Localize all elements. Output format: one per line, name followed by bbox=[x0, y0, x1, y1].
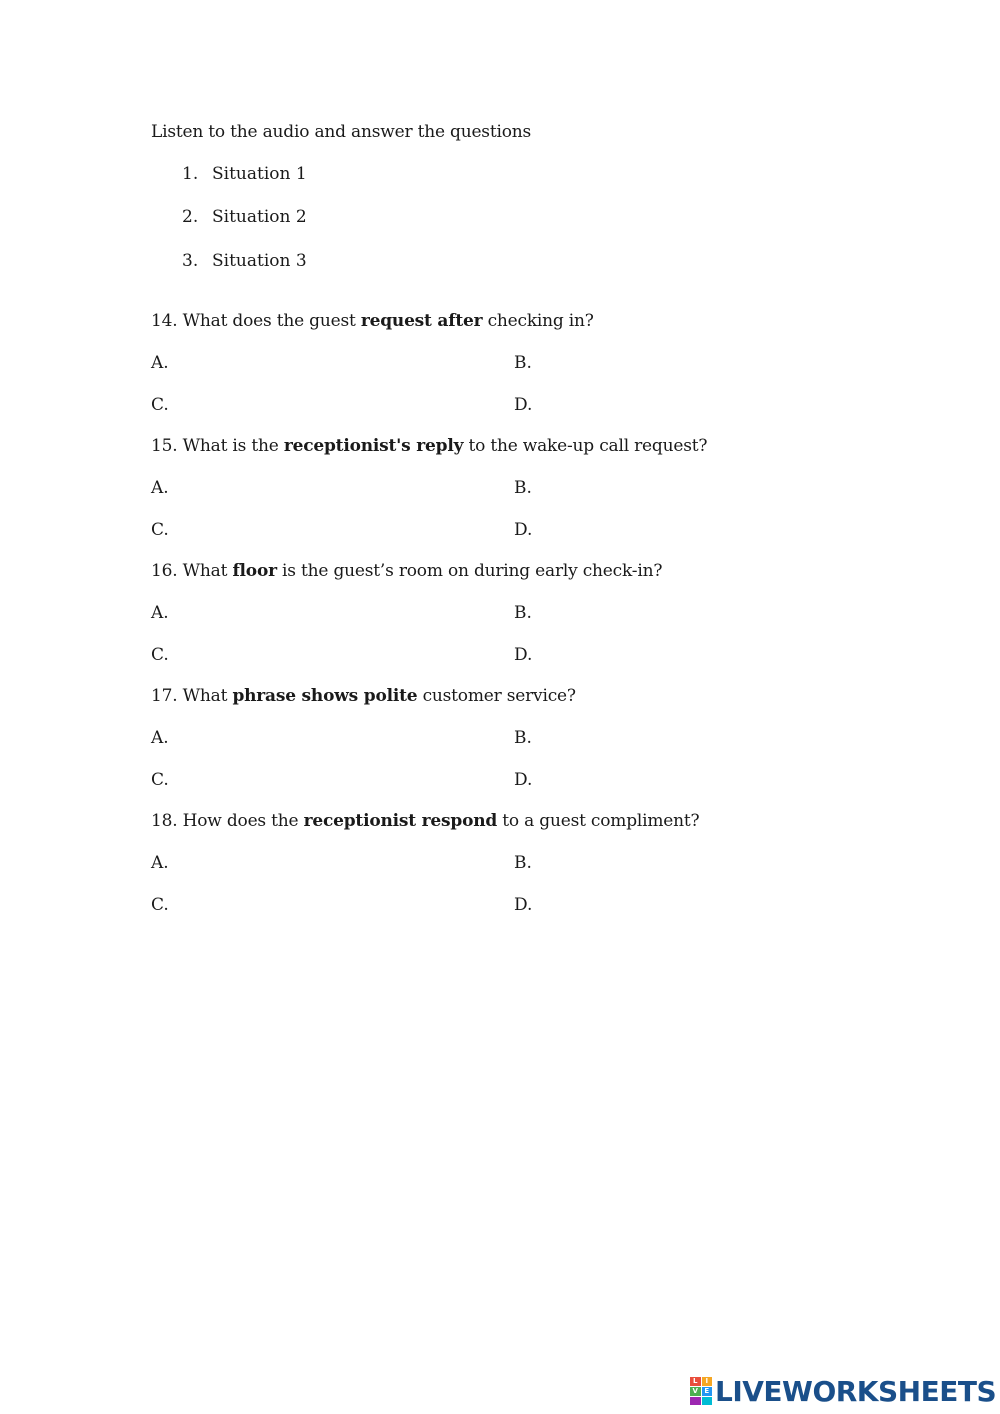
option-b-blank[interactable]: B. bbox=[514, 603, 532, 623]
question-number: 18. bbox=[151, 811, 178, 831]
option-b-blank[interactable]: B. bbox=[514, 728, 532, 748]
question-text bbox=[151, 810, 699, 832]
question-keyword: request after bbox=[360, 311, 483, 331]
question-number: 14. bbox=[151, 311, 178, 331]
option-d-blank[interactable]: D. bbox=[514, 895, 533, 915]
situation-label: Situation 3 bbox=[212, 251, 307, 271]
question-post: to a guest compliment? bbox=[497, 811, 700, 831]
option-d-blank[interactable]: D. bbox=[514, 520, 533, 540]
option-c-blank[interactable]: C. bbox=[151, 770, 169, 790]
option-b-blank[interactable]: B. bbox=[514, 353, 532, 373]
question-post: checking in? bbox=[482, 311, 594, 331]
option-c-blank[interactable]: C. bbox=[151, 395, 169, 415]
question-text bbox=[151, 310, 594, 332]
question-number: 15. bbox=[151, 436, 178, 456]
logo-mark-icon bbox=[690, 1377, 712, 1405]
logo-mark-tile bbox=[702, 1397, 713, 1405]
situation-label: Situation 1 bbox=[212, 164, 307, 184]
question-number: 17. bbox=[151, 686, 178, 706]
logo-mark-tile: I bbox=[702, 1377, 713, 1386]
logo-text: LIVEWORKSHEETS bbox=[715, 1374, 997, 1408]
option-b-blank[interactable]: B. bbox=[514, 478, 532, 498]
logo-mark-tile bbox=[690, 1397, 701, 1405]
option-d-blank[interactable]: D. bbox=[514, 395, 533, 415]
question-post: customer service? bbox=[417, 686, 576, 706]
question-keyword: phrase shows polite bbox=[232, 686, 418, 706]
option-a-blank[interactable]: A. bbox=[151, 853, 169, 873]
question-text bbox=[151, 685, 576, 707]
logo-mark-tile: E bbox=[702, 1387, 713, 1396]
option-a-blank[interactable]: A. bbox=[151, 478, 169, 498]
logo-mark-tile: L bbox=[690, 1377, 701, 1386]
question-number: 16. bbox=[151, 561, 178, 581]
option-a-blank[interactable]: A. bbox=[151, 728, 169, 748]
liveworksheets-logo bbox=[690, 1374, 996, 1408]
question-text bbox=[151, 560, 662, 582]
question-pre: How does the bbox=[177, 811, 304, 831]
question-pre: What is the bbox=[177, 436, 284, 456]
question-post: is the guest’s room on during early check-in? bbox=[276, 561, 663, 581]
question-post: to the wake-up call request? bbox=[463, 436, 708, 456]
situation-number: 2. bbox=[182, 207, 199, 227]
question-keyword: receptionist's reply bbox=[283, 436, 464, 456]
question-pre: What bbox=[177, 561, 233, 581]
question-pre: What does the guest bbox=[177, 311, 361, 331]
option-b-blank[interactable]: B. bbox=[514, 853, 532, 873]
option-a-blank[interactable]: A. bbox=[151, 603, 169, 623]
instruction-text: Listen to the audio and answer the questions bbox=[151, 122, 532, 142]
situation-number: 1. bbox=[182, 164, 199, 184]
situation-label: Situation 2 bbox=[212, 207, 307, 227]
option-d-blank[interactable]: D. bbox=[514, 645, 533, 665]
question-keyword: receptionist respond bbox=[303, 811, 498, 831]
option-d-blank[interactable]: D. bbox=[514, 770, 533, 790]
question-keyword: floor bbox=[232, 561, 277, 581]
option-c-blank[interactable]: C. bbox=[151, 895, 169, 915]
question-pre: What bbox=[177, 686, 233, 706]
option-c-blank[interactable]: C. bbox=[151, 520, 169, 540]
option-a-blank[interactable]: A. bbox=[151, 353, 169, 373]
question-text bbox=[151, 435, 707, 457]
option-c-blank[interactable]: C. bbox=[151, 645, 169, 665]
logo-mark-tile: V bbox=[690, 1387, 701, 1396]
situation-number: 3. bbox=[182, 251, 199, 271]
